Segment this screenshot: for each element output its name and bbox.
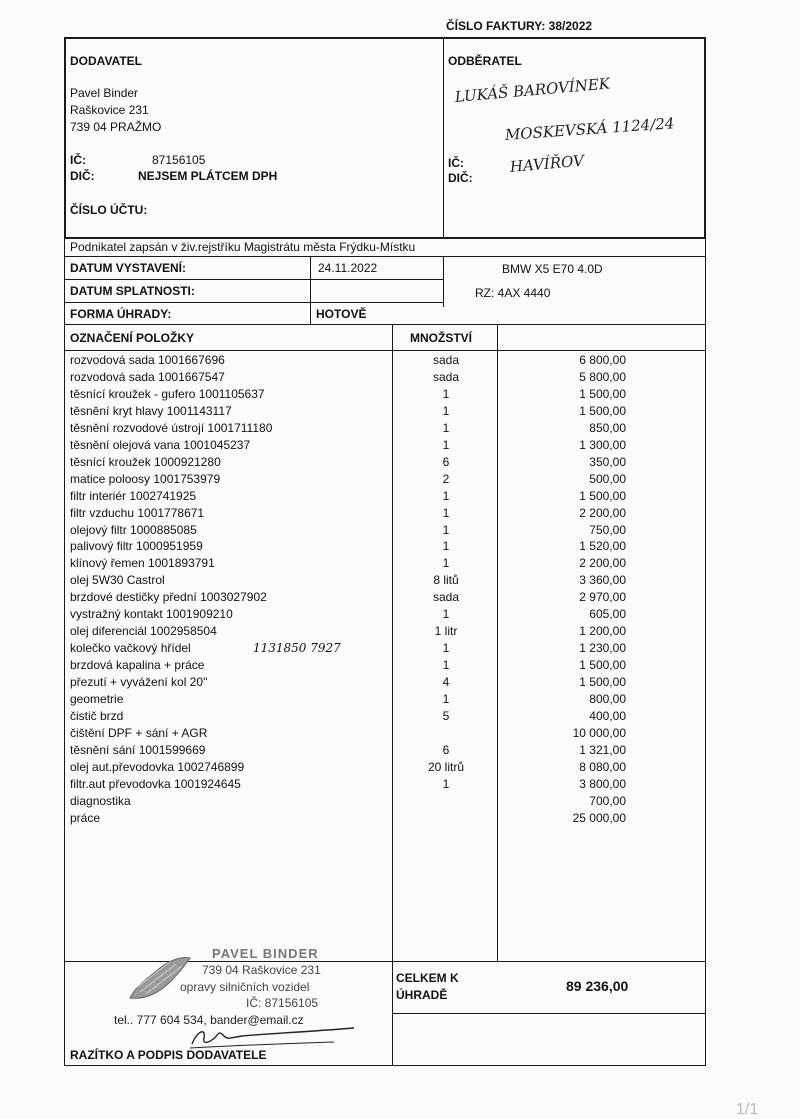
item-name: diagnostika (70, 793, 131, 808)
customer-handwritten-name: LUKÁŠ BAROVÍNEK (454, 74, 611, 106)
supplier-heading: DODAVATEL (70, 54, 142, 68)
vehicle-model: BMW X5 E70 4.0D (502, 262, 603, 276)
item-name: čistič brzd (70, 708, 124, 723)
item-name: těsnění kryt hlavy 1001143117 (70, 403, 232, 418)
item-quantity: 1 (442, 539, 450, 554)
item-quantity: 1 (442, 658, 450, 673)
table-row (0, 555, 800, 572)
item-quantity: 1 (442, 488, 450, 503)
item-price: 1 200,00 (579, 624, 626, 639)
table-row (0, 606, 800, 623)
item-quantity: sada (432, 353, 460, 367)
table-row (0, 522, 800, 539)
item-price: 2 200,00 (579, 556, 626, 571)
table-row (0, 505, 800, 522)
item-price: 3 360,00 (579, 573, 626, 588)
item-quantity: 2 (442, 471, 450, 486)
table-row (0, 488, 800, 505)
due-date-label: DATUM SPLATNOSTI: (70, 284, 195, 298)
item-quantity: 1 (442, 403, 450, 418)
customer-heading: ODBĚRATEL (448, 54, 522, 68)
table-row (0, 793, 800, 810)
item-name: matice poloosy 1001753979 (70, 471, 221, 486)
item-handwritten-code: 1131850 7927 (253, 641, 341, 656)
item-quantity: 1 (442, 607, 450, 622)
item-price: 850,00 (589, 420, 626, 435)
item-quantity: 1 (442, 522, 450, 537)
item-quantity: 1 (442, 505, 450, 520)
parties-divider (443, 37, 444, 239)
item-name: olej diferenciál 1002958504 (70, 624, 217, 639)
supplier-dic-value: NEJSEM PLÁTCEM DPH (138, 169, 278, 183)
item-name: brzdové destičky přední 1003027902 (70, 590, 267, 605)
issued-date-value: 24.11.2022 (318, 261, 378, 275)
item-quantity: 1 litr (434, 624, 458, 639)
item-quantity: 20 litrů (427, 759, 465, 774)
item-name: čištění DPF + sání + AGR (70, 725, 208, 740)
total-line (392, 1013, 706, 1014)
table-row (0, 708, 800, 725)
item-price: 1 500,00 (579, 658, 626, 673)
item-name: přezutí + vyvážení kol 20" (70, 675, 208, 690)
invoice-number: ČÍSLO FAKTURY: 38/2022 (446, 19, 593, 33)
table-row (0, 623, 800, 640)
table-row (0, 810, 800, 827)
table-row (0, 437, 800, 454)
item-name: klínový řemen 1001893791 (70, 556, 215, 571)
item-name: brzdová kapalina + práce (70, 658, 205, 673)
item-name: geometrie (70, 692, 124, 706)
item-quantity: 6 (442, 454, 450, 469)
table-row (0, 352, 800, 369)
stamp-car-icon (126, 948, 196, 1008)
customer-dic-label: DIČ: (448, 171, 473, 185)
item-price: 700,00 (589, 793, 626, 808)
item-quantity: sada (432, 590, 460, 605)
customer-handwritten-city: HAVÍŘOV (509, 151, 585, 176)
supplier-city: 739 04 PRAŽMO (70, 120, 162, 134)
stamp-name: PAVEL BINDER (212, 946, 319, 961)
dates-line-1 (64, 279, 444, 280)
item-price: 2 200,00 (579, 505, 626, 520)
table-row (0, 572, 800, 589)
customer-ic-label: IČ: (448, 156, 464, 170)
total-label-line2: ÚHRADĚ (396, 988, 448, 1002)
total-value: 89 236,00 (566, 978, 629, 994)
col-header-item: OZNAČENÍ POLOŽKY (70, 331, 195, 345)
table-row (0, 674, 800, 691)
item-price: 1 520,00 (579, 539, 626, 554)
item-name: olejový filtr 1000885085 (70, 522, 197, 537)
issued-date-label: DATUM VYSTAVENÍ: (70, 261, 186, 275)
item-quantity: 6 (442, 742, 450, 757)
item-quantity: 1 (442, 776, 450, 791)
item-price: 1 300,00 (579, 437, 626, 452)
stamp-service: opravy silničních vozidel (180, 980, 310, 994)
registry-note: Podnikatel zapsán v živ.rejstříku Magistrátu města Frýdku-Místku (70, 240, 416, 254)
page-indicator: 1/1 (736, 1101, 759, 1118)
supplier-account-label: ČÍSLO ÚČTU: (70, 203, 148, 217)
col-header-qty: MNOŽSTVÍ (410, 331, 472, 345)
item-price: 1 500,00 (579, 386, 626, 401)
stamp-footer-label: RAZÍTKO A PODPIS DODAVATELE (70, 1048, 267, 1062)
supplier-dic-label: DIČ: (70, 169, 95, 183)
item-price: 8 080,00 (579, 759, 626, 774)
item-price: 1 500,00 (579, 675, 626, 690)
item-quantity: 1 (442, 420, 450, 435)
item-quantity: 1 (442, 386, 450, 401)
dates-line-2 (64, 302, 444, 303)
table-row (0, 759, 800, 776)
item-price: 800,00 (589, 692, 626, 706)
item-price: 10 000,00 (572, 725, 626, 740)
payment-method-value: HOTOVĚ (316, 307, 367, 321)
table-row (0, 725, 800, 742)
total-label-line1: CELKEM K (396, 971, 459, 985)
item-name: palivový filtr 1000951959 (70, 539, 203, 554)
items-header-line (64, 350, 706, 351)
stamp-ic: IČ: 87156105 (246, 996, 319, 1010)
stamp-contact: tel.. 777 604 534, bander@email.cz (114, 1013, 304, 1027)
table-row (0, 454, 800, 471)
stamp-address: 739 04 Raškovice 231 (202, 963, 321, 977)
item-price: 25 000,00 (572, 810, 626, 825)
supplier-ic-label: IČ: (70, 153, 86, 167)
table-row (0, 369, 800, 386)
item-price: 3 800,00 (579, 776, 626, 791)
table-row (0, 403, 800, 420)
item-name: těsnění sání 1001599669 (70, 742, 206, 757)
item-name: práce (70, 810, 101, 825)
table-row (0, 589, 800, 606)
table-row (0, 776, 800, 793)
item-price: 1 230,00 (579, 641, 626, 656)
item-quantity: 8 litů (433, 573, 459, 588)
item-price: 750,00 (589, 522, 626, 537)
item-quantity: 4 (442, 675, 450, 690)
supplier-name: Pavel Binder (70, 86, 139, 100)
item-quantity: 1 (442, 556, 450, 571)
item-price: 1 500,00 (579, 488, 626, 503)
item-quantity: 5 (442, 708, 450, 723)
item-price: 350,00 (589, 454, 626, 469)
item-price: 1 500,00 (579, 403, 626, 418)
table-row (0, 420, 800, 437)
item-name: těsnění olejová vana 1001045237 (70, 437, 251, 452)
item-price: 400,00 (589, 708, 626, 723)
dates-divider-2 (443, 256, 444, 307)
item-name: olej 5W30 Castrol (70, 573, 165, 588)
item-quantity: sada (432, 369, 460, 384)
item-name: filtr.aut převodovka 1001924645 (70, 776, 241, 791)
item-quantity: 1 (442, 437, 450, 452)
item-name: těsnící kroužek 1000921280 (70, 454, 221, 469)
dates-divider-1 (310, 256, 311, 325)
table-row (0, 386, 800, 403)
table-row (0, 538, 800, 555)
item-price: 500,00 (589, 471, 626, 486)
item-quantity: 1 (442, 641, 450, 656)
table-row (0, 471, 800, 488)
item-name: těsnící kroužek - gufero 1001105637 (70, 386, 265, 401)
item-name: těsnění rozvodové ústrojí 1001711180 (70, 420, 273, 435)
item-name: kolečko vačkový hřídel (70, 641, 191, 656)
item-name: rozvodová sada 1001667696 (70, 353, 225, 367)
vehicle-plate: RZ: 4AX 4440 (475, 286, 551, 300)
item-price: 6 800,00 (579, 353, 626, 367)
item-name: rozvodová sada 1001667547 (70, 369, 225, 384)
table-row (0, 691, 800, 708)
item-price: 5 800,00 (579, 369, 626, 384)
item-name: filtr vzduchu 1001778671 (70, 505, 205, 520)
item-price: 1 321,00 (579, 742, 626, 757)
supplier-ic-value: 87156105 (152, 153, 206, 167)
customer-handwritten-street: MOSKEVSKÁ 1124/24 (504, 114, 675, 144)
parties-box (64, 37, 706, 239)
item-price: 2 970,00 (579, 590, 626, 605)
item-name: vystražný kontakt 1001909210 (70, 607, 233, 622)
table-row (0, 640, 800, 657)
item-quantity: 1 (442, 692, 450, 706)
table-row (0, 657, 800, 674)
table-row (0, 742, 800, 759)
payment-method-label: FORMA ÚHRADY: (70, 307, 172, 321)
item-price: 605,00 (589, 607, 626, 622)
supplier-street: Raškovice 231 (70, 103, 149, 117)
item-name: olej aut.převodovka 1002746899 (70, 759, 245, 774)
item-name: filtr interiér 1002741925 (70, 488, 197, 503)
